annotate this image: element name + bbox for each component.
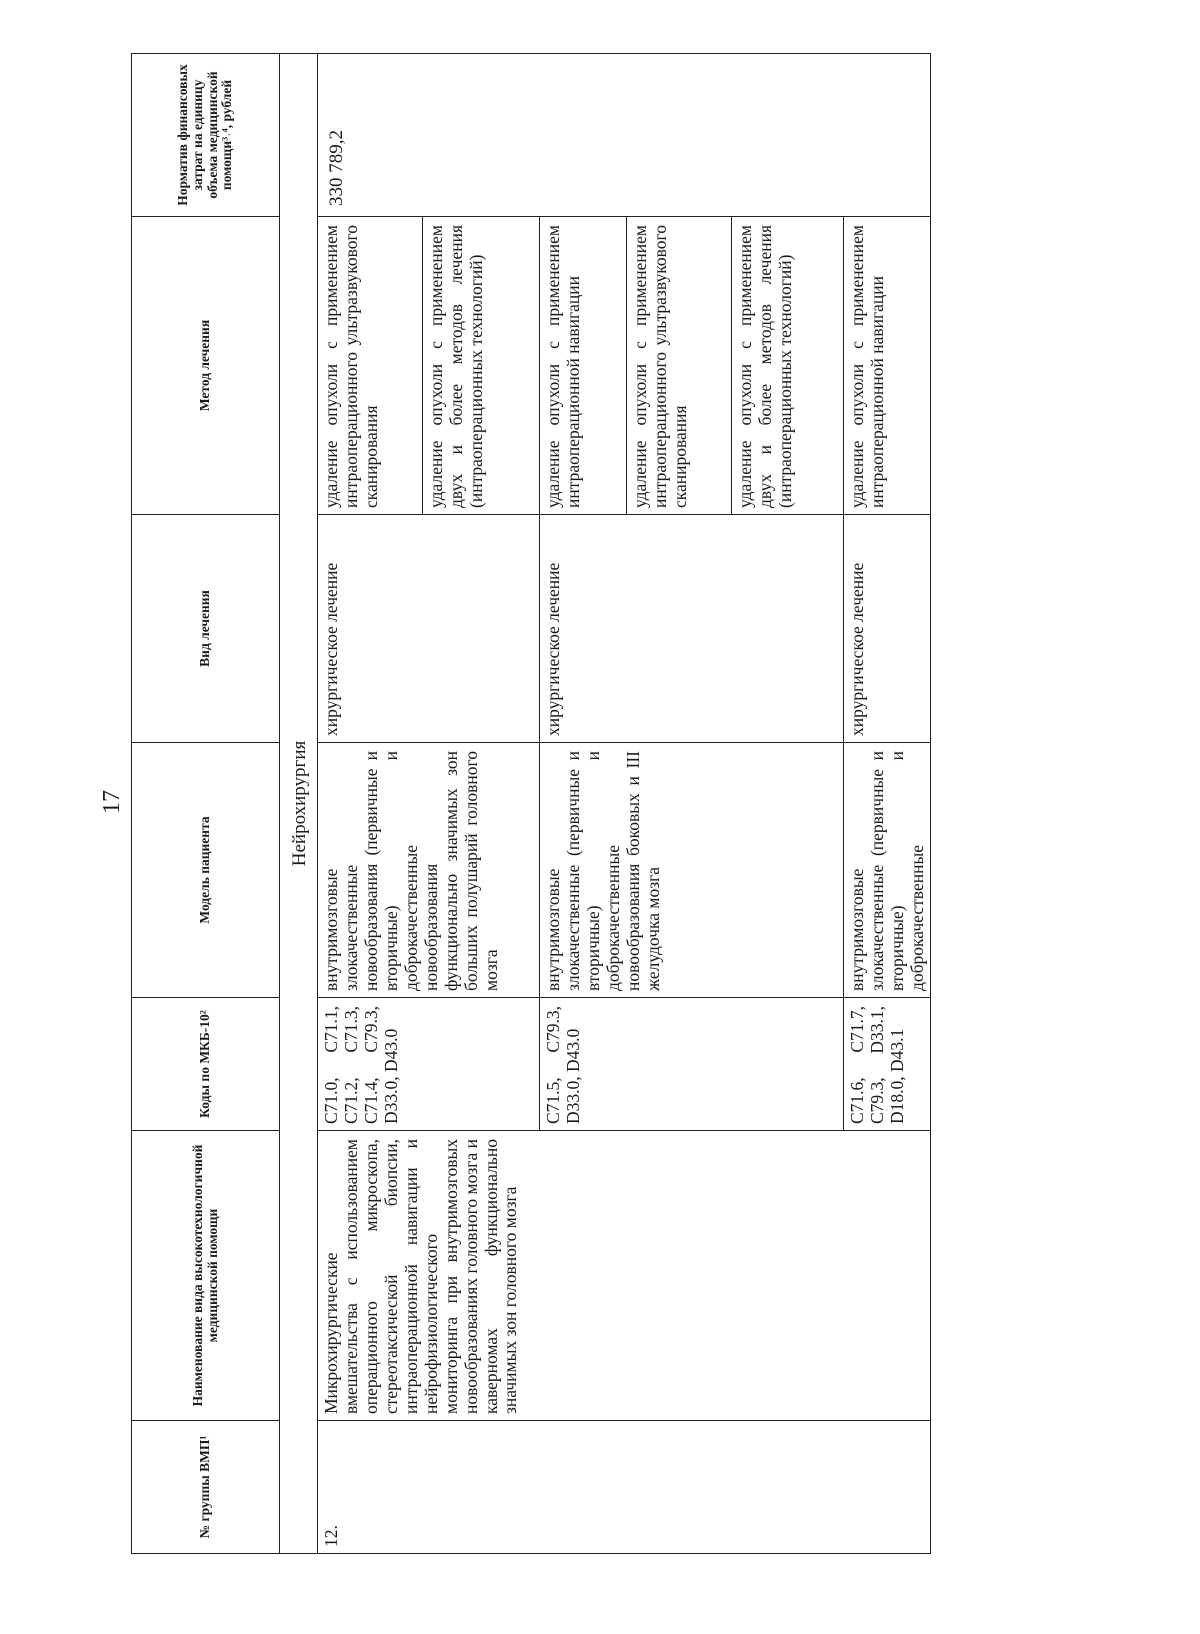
header-treatment-type: Вид лечения (132, 515, 280, 743)
header-cost: Норматив финансовых затрат на единицу объема медицинской помощи³˒⁴, рублей (132, 54, 280, 217)
method-item (627, 217, 732, 514)
method-item (318, 217, 423, 514)
header-icd: Коды по МКБ-10² (132, 998, 280, 1131)
methods-cell (540, 217, 844, 515)
section-row (280, 54, 318, 1554)
group-number: 12. (318, 1421, 931, 1554)
table-row (318, 54, 540, 1554)
header-method: Метод лечения (132, 217, 280, 515)
header-group-no: № группы ВМП¹ (132, 1421, 280, 1554)
icd-codes: C71.6, C71.7, C79.3, D33.1, D18.0, D43.1 (844, 998, 931, 1131)
header-row (132, 54, 280, 1554)
patient-model: внутримозговые злокачественные (первичные и вторичные) и доброкачественные (844, 743, 931, 998)
methods-cell (844, 217, 931, 515)
method-text: удаление опухоли с применением двух и более методов лечения (интраоперационных технологий) (735, 225, 795, 508)
method-item (540, 217, 627, 514)
method-item (423, 217, 491, 514)
method-item (844, 217, 892, 514)
cost-value: 330 789,2 (318, 54, 931, 217)
method-text: удаление опухоли с применением интраоперационного ультразвукового сканирования (630, 225, 690, 508)
group-name: Микрохирургические вмешательства с использованием операционного микроскопа, стереотаксической биопсии, интраоперационной навигации и нейрофизиологического мониторинга при внутримозговых новообразованиях головного мозга и каверномах функционально значимых зон головного мозга (318, 1131, 931, 1421)
vmp-table (131, 53, 931, 1554)
method-text: удаление опухоли с применением двух и более методов лечения (интраоперационных технологий) (426, 225, 486, 508)
section-title: Нейрохирургия (280, 54, 318, 1554)
header-model: Модель пациента (132, 743, 280, 998)
treatment-type: хирургическое лечение (318, 515, 540, 743)
methods-cell (318, 217, 540, 515)
treatment-type: хирургическое лечение (844, 515, 931, 743)
method-text: удаление опухоли с применением интраоперационной навигации (847, 225, 887, 508)
header-name: Наименование вида высокотехнологичной медицинской помощи (132, 1131, 280, 1421)
icd-codes: C71.0, C71.1, C71.2, C71.3, C71.4, C79.3, D33.0, D43.0 (318, 998, 540, 1131)
page-number: 17 (99, 790, 125, 814)
method-text: удаление опухоли с применением интраоперационной навигации (543, 225, 583, 508)
method-item (732, 217, 800, 514)
patient-model: внутримозговые злокачественные (первичные и вторичные) и доброкачественные новообразования боковых и III желудочка мозга (540, 743, 844, 998)
icd-codes: C71.5, C79.3, D33.0, D43.0 (540, 998, 844, 1131)
method-text: удаление опухоли с применением интраоперационного ультразвукового сканирования (321, 225, 381, 508)
patient-model: внутримозговые злокачественные новообразования (первичные и вторичные) и доброкачественные новообразования функционально значимых зон больших полушарий головного мозга (318, 743, 540, 998)
treatment-type: хирургическое лечение (540, 515, 844, 743)
landscape-sheet (131, 54, 927, 1554)
